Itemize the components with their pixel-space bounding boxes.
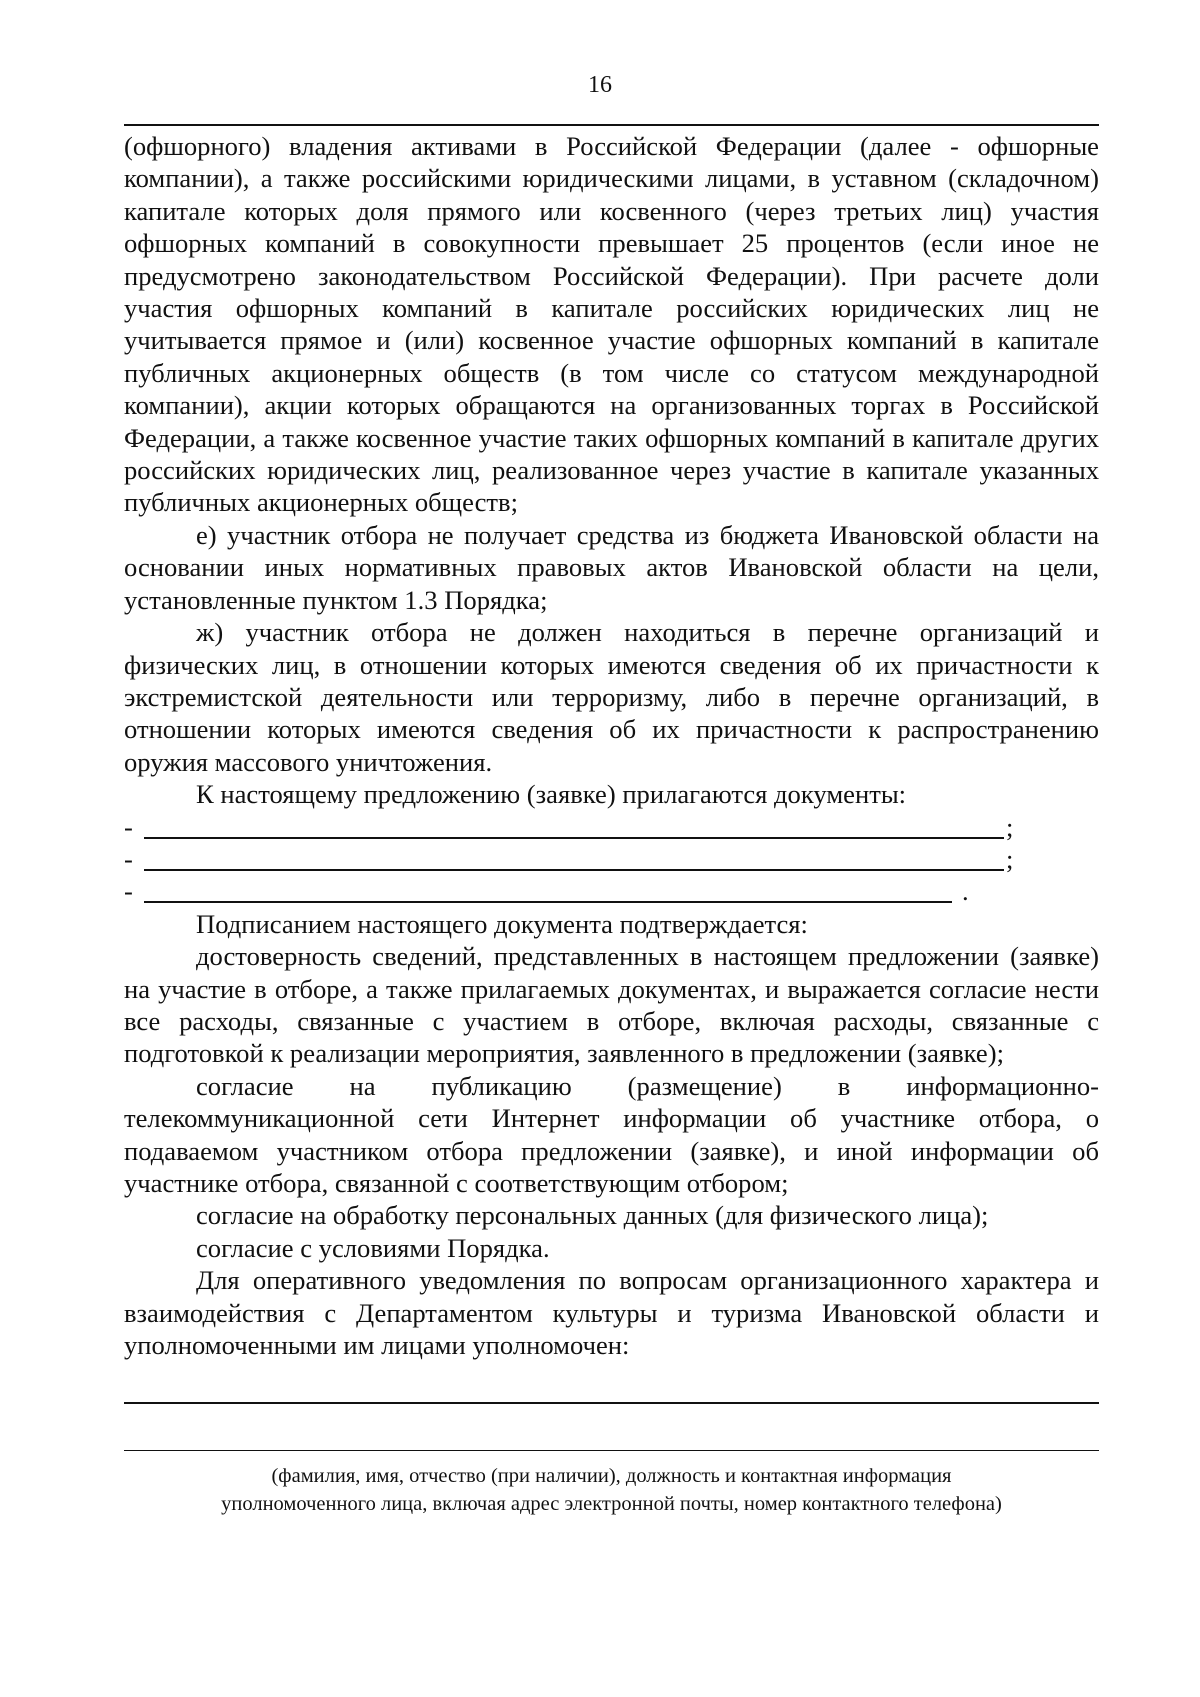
header-rule xyxy=(124,124,1099,126)
blank-terminator: . xyxy=(962,876,969,907)
attachment-blank-1 xyxy=(124,811,1099,843)
blank-dash: - xyxy=(124,811,133,842)
blank-terminator: ; xyxy=(1006,811,1014,842)
blank-terminator: ; xyxy=(1006,843,1014,874)
confirmation-item-personal-data: согласие на обработку персональных данных (для физического лица); xyxy=(196,1200,989,1231)
signature-line-1 xyxy=(124,1402,1099,1404)
document-body xyxy=(124,130,1099,1361)
confirmation-item-terms: согласие с условиями Порядка. xyxy=(196,1232,550,1263)
attachment-blank-3 xyxy=(124,875,1099,907)
confirmation-heading: Подписанием настоящего документа подтверждается: xyxy=(196,908,808,939)
signature-line-2 xyxy=(124,1450,1099,1451)
blank-dash: - xyxy=(124,843,133,874)
confirmation-item-publication: согласие на публикацию (размещение) в информационно-телекоммуникационной сети Интернет информации об участнике отбора, о подаваемом участником отбора предложении (заявке), и иной информации об участнике отбора, связанной с соответствующим отбором; xyxy=(124,1070,1099,1198)
blank-fill-line xyxy=(144,837,1004,839)
confirmation-item-accuracy: достоверность сведений, представленных в настоящем предложении (заявке) на участие в отборе, а также прилагаемых документах, и выражается согласие нести все расходы, связанные с участием в отборе, включая расходы, связанные с подготовкой к реализации мероприятия, заявленного в предложении (заявке); xyxy=(124,941,1099,1069)
caption-line-2: уполномоченного лица, включая адрес электронной почты, номер контактного телефона) xyxy=(221,1493,1002,1515)
caption-line-1: (фамилия, имя, отчество (при наличии), должность и контактная информация xyxy=(271,1465,952,1487)
page-number: 16 xyxy=(588,72,612,98)
paragraph-offshore: (офшорного) владения активами в Российской Федерации (далее - офшорные компании), а также российскими юридическими лицами, в уставном (складочном) капитале которых доля прямого или косвенного (через третьих лиц) участия офшорных компаний в совокупности превышает 25 процентов (если иное не предусмотрено законодательством Российской Федерации). При расчете доли участия офшорных компаний в капитале российских юридических лиц не учитывается прямое и (или) косвенное участие офшорных компаний в капитале публичных акционерных обществ (в том числе со статусом международной компании), акции которых обращаются на организованных торгах в Российской Федерации, а также косвенное участие таких офшорных компаний в капитале других российских юридических лиц, реализованное через участие в капитале указанных публичных акционерных обществ; xyxy=(124,131,1099,518)
paragraph-item-e: е) участник отбора не получает средства из бюджета Ивановской области на основании иных нормативных правовых актов Ивановской области на цели, установленные пунктом 1.3 Порядка; xyxy=(124,519,1099,615)
paragraph-item-zh: ж) участник отбора не должен находиться в перечне организаций и физических лиц, в отношении которых имеются сведения об их причастности к экстремистской деятельности или терроризму, либо в перечне организаций, в отношении которых имеются сведения об их причастности к распространению оружия массового уничтожения. xyxy=(124,617,1099,777)
blank-fill-line xyxy=(144,901,952,903)
signature-caption xyxy=(124,1462,1099,1518)
blank-dash: - xyxy=(124,876,133,907)
contact-paragraph: Для оперативного уведомления по вопросам организационного характера и взаимодействия с Департаментом культуры и туризма Ивановской области и уполномоченными им лицами уполномочен: xyxy=(124,1265,1099,1360)
attachment-blank-2 xyxy=(124,843,1099,875)
blank-fill-line xyxy=(144,869,1004,871)
paragraph-attachments-intro: К настоящему предложению (заявке) прилагаются документы: xyxy=(196,779,907,810)
